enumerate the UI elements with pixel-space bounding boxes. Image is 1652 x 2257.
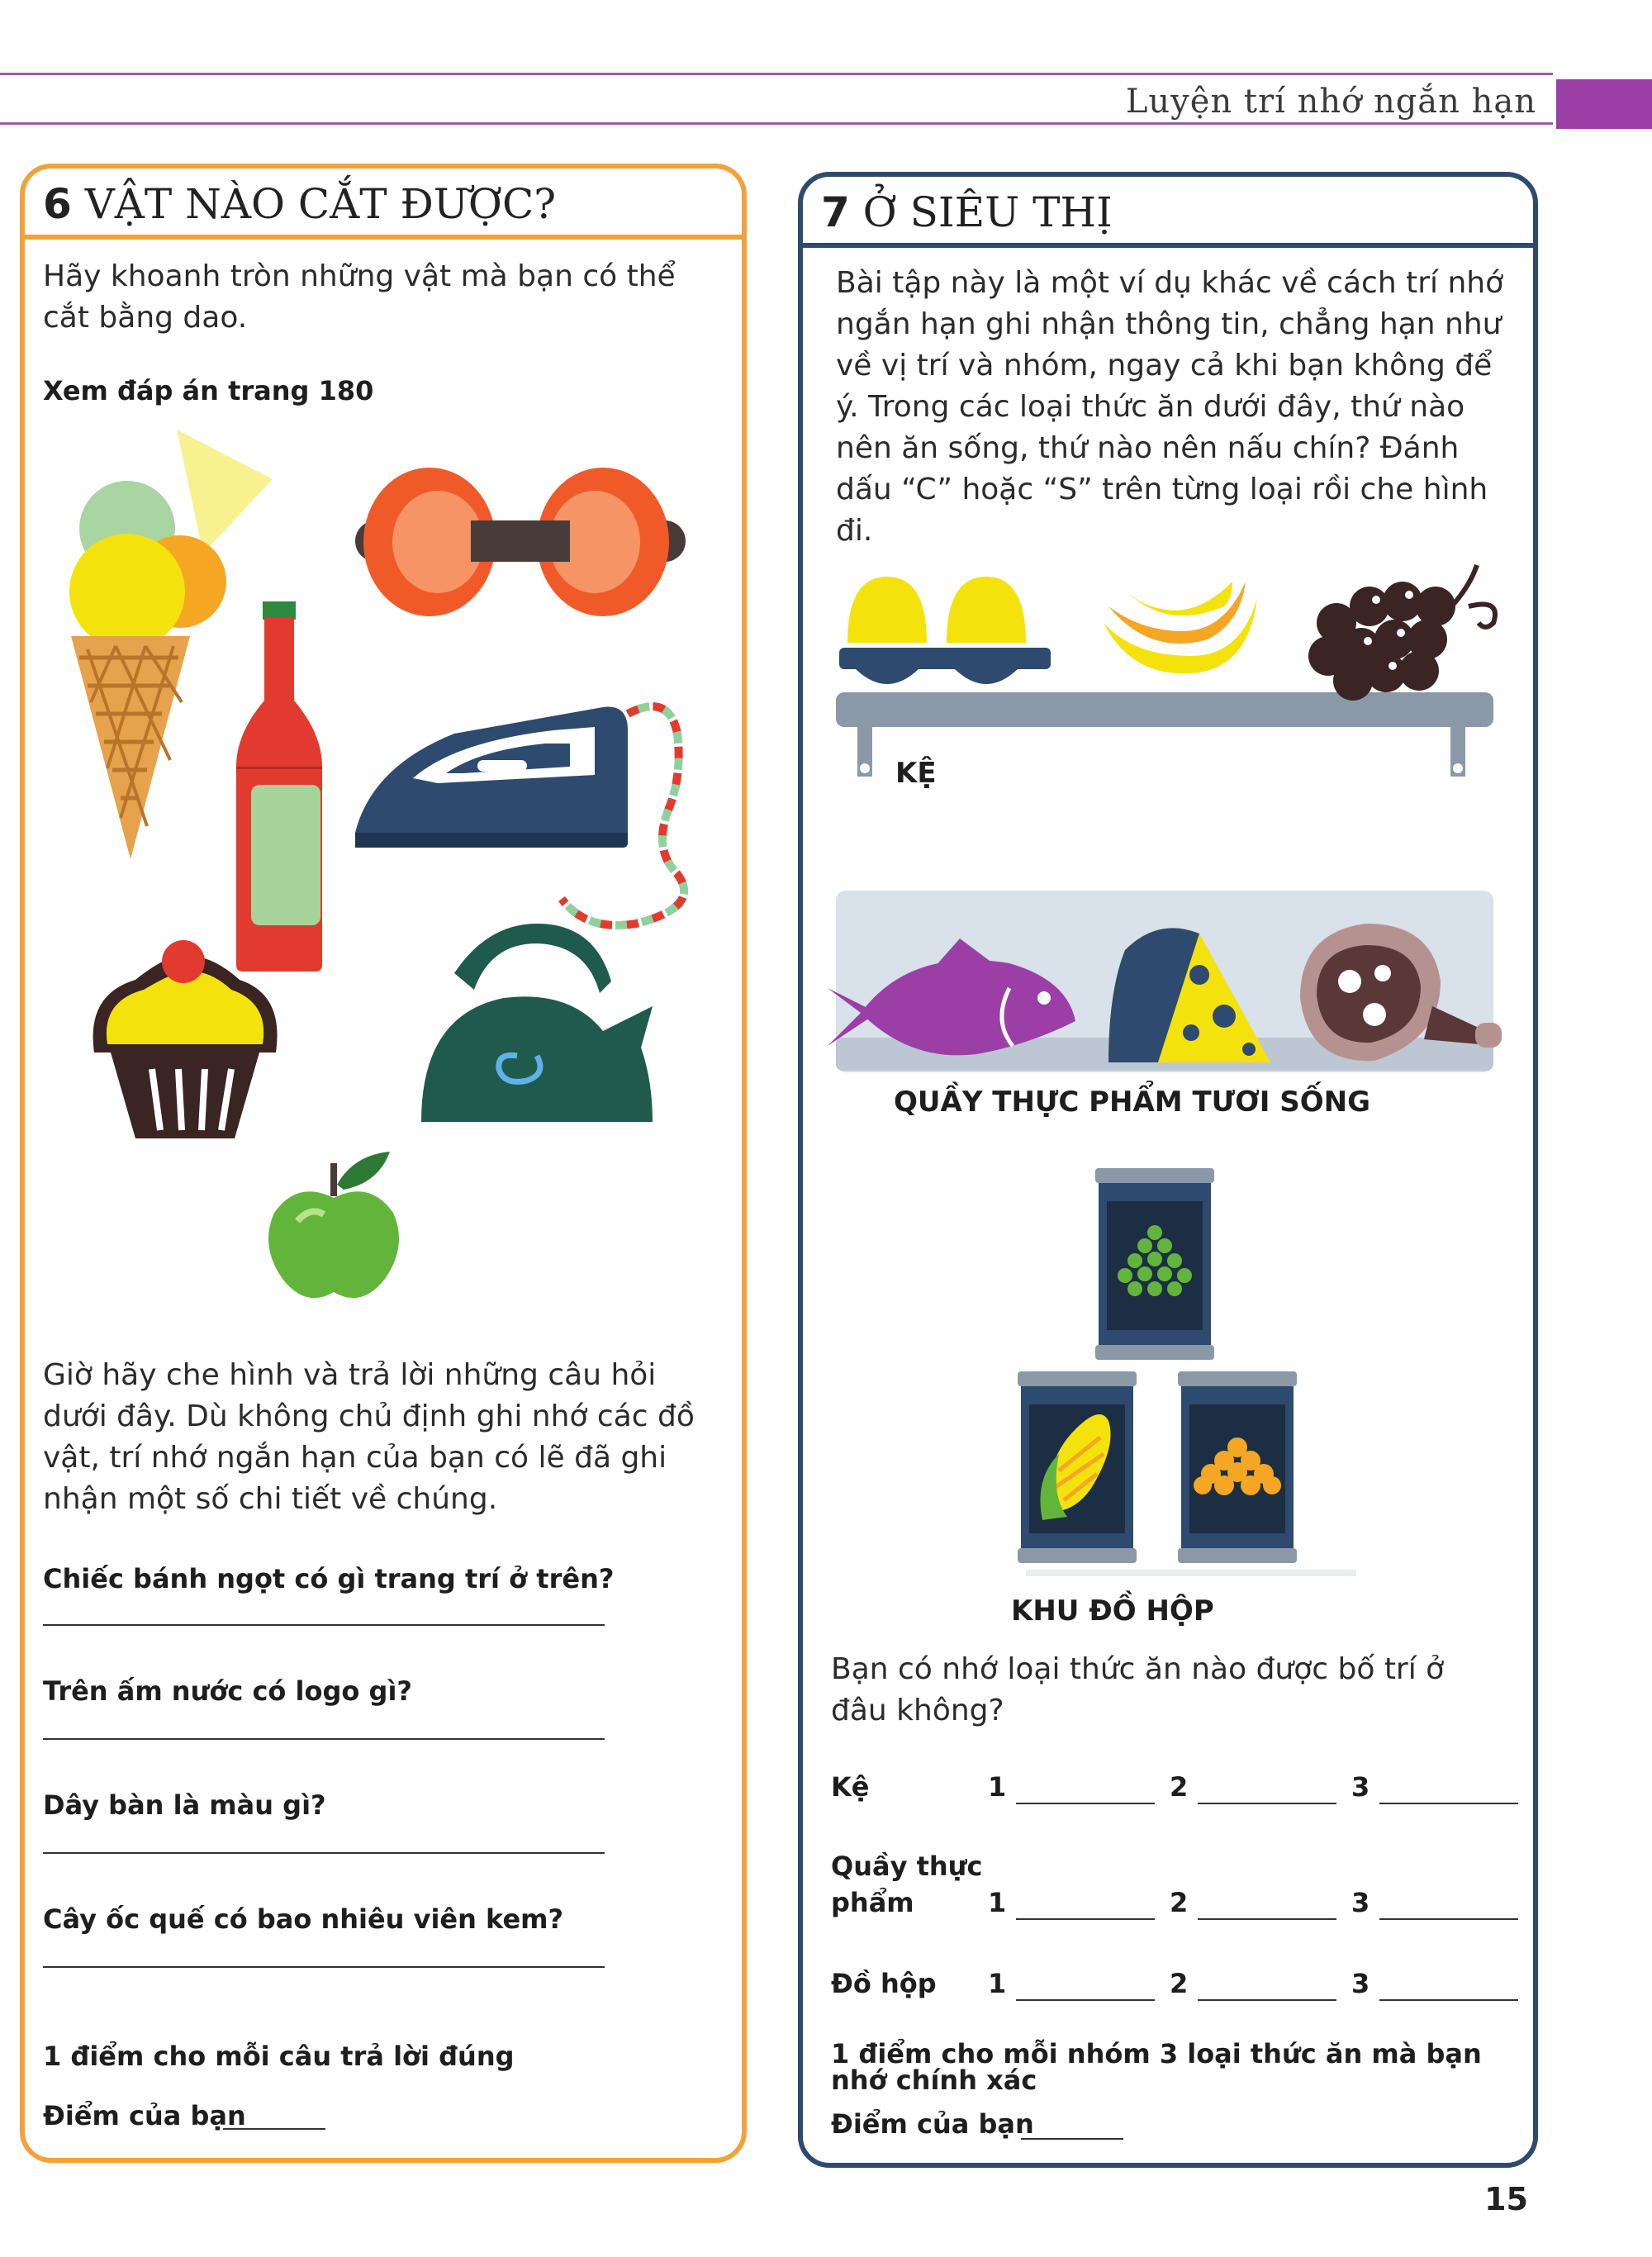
iron-icon (355, 684, 719, 932)
question-4: Cây ốc quế có bao nhiêu viên kem? (43, 1903, 564, 1935)
slot-number: 3 (1351, 1968, 1370, 1999)
peas-can-icon (1095, 1168, 1219, 1366)
exercise-6-title (43, 180, 556, 228)
slot-number: 2 (1170, 1968, 1189, 1999)
kettle-icon (405, 924, 653, 1130)
question-2: Trên ấm nước có logo gì? (43, 1675, 412, 1707)
answer-fresh-1[interactable] (1016, 1918, 1155, 1920)
slot-number: 3 (1351, 1887, 1370, 1918)
answer-canned-3[interactable] (1379, 1999, 1518, 2001)
shelf-label: KỆ (895, 757, 937, 790)
exercise-number: 6 (43, 180, 72, 228)
exercise-6-panel (20, 164, 747, 2163)
answer-fresh-3[interactable] (1379, 1918, 1518, 1920)
section-title: Luyện trí nhớ ngắn hạn (1125, 83, 1536, 121)
question-3: Dây bàn là màu gì? (43, 1789, 326, 1821)
dumbbell-icon (355, 464, 686, 630)
ham-icon (1292, 915, 1507, 1064)
answer-canned-2[interactable] (1198, 1999, 1336, 2001)
grapes-icon (1303, 565, 1502, 706)
answer-shelf-2[interactable] (1198, 1803, 1336, 1804)
section-tab (1556, 79, 1652, 129)
exercise-6-title-bar (25, 169, 742, 240)
cupcake-icon (86, 937, 284, 1143)
exercise-7-panel (798, 172, 1538, 2168)
score-line[interactable] (223, 2128, 325, 2130)
exercise-6-instruction: Hãy khoanh tròn những vật mà bạn có thể cắt bằng dao. (43, 259, 676, 335)
score-label: Điểm của bạn (831, 2108, 1034, 2140)
slot-number: 2 (1170, 1887, 1189, 1918)
answer-line-1[interactable] (43, 1624, 605, 1626)
answer-line-3[interactable] (43, 1852, 605, 1854)
answer-canned-1[interactable] (1016, 1999, 1155, 2001)
answer-reference: Xem đáp án trang 180 (43, 375, 374, 406)
row-label-fresh-line2: phẩm (831, 1887, 914, 1918)
slot-number: 3 (1351, 1771, 1370, 1803)
slot-number: 1 (988, 1968, 1007, 1999)
score-line[interactable] (1021, 2138, 1123, 2140)
page-number: 15 (1484, 2181, 1528, 2217)
banana-icon (1100, 573, 1265, 697)
scoring-note: 1 điểm cho mỗi câu trả lời đúng (43, 2041, 515, 2072)
exercise-7-instruction: Bài tập này là một ví dụ khác về cách trí nhớ ngắn hạn ghi nhận thông tin, chẳng hạn như về vị trí và nhóm, ngay cả khi bạn không để ý. Trong các loại thức ăn dưới đây, thứ nào nên ăn sống, thứ nào nên nấu chín? Đánh dấu “C” hoặc “S” trên từng loại rồi che hình đi. (836, 266, 1504, 548)
slot-number: 1 (988, 1887, 1007, 1918)
exercise-7-title-bar (803, 177, 1533, 248)
answer-shelf-1[interactable] (1016, 1803, 1155, 1804)
question-1: Chiếc bánh ngọt có gì trang trí ở trên? (43, 1563, 615, 1594)
header-rule-bottom (0, 122, 1553, 125)
scoring-note: 1 điểm cho mỗi nhóm 3 loại thức ăn mà bạn nhớ chính xác (831, 2038, 1482, 2096)
answer-fresh-2[interactable] (1198, 1918, 1336, 1920)
slot-number: 2 (1170, 1771, 1189, 1803)
followup-instructions: Giờ hãy che hình và trả lời những câu hỏi dưới đây. Dù không chủ định ghi nhớ các đồ vật, trí nhớ ngắn hạn của bạn có lẽ đã ghi nhận một số chi tiết về chúng. (43, 1358, 695, 1516)
row-label-canned: Đồ hộp (831, 1968, 937, 1999)
corn-can-icon (1018, 1371, 1142, 1570)
row-label-fresh: Quầy thực (831, 1851, 983, 1882)
cheese-icon (1108, 917, 1274, 1066)
answer-line-2[interactable] (43, 1738, 605, 1740)
eggs-icon (839, 577, 1054, 701)
header-rule-top (0, 73, 1553, 75)
exercise-title-text: VẬT NÀO CẮT ĐƯỢC? (84, 180, 557, 228)
slot-number: 1 (988, 1771, 1007, 1803)
recall-question: Bạn có nhớ loại thức ăn nào được bố trí ở đâu không? (831, 1652, 1445, 1727)
score-label: Điểm của bạn (43, 2100, 246, 2131)
row-label-shelf: Kệ (831, 1771, 870, 1803)
exercise-title-text: Ở SIÊU THỊ (862, 188, 1113, 236)
canned-section-label: KHU ĐỒ HỘP (1011, 1594, 1214, 1627)
exercise-7-title (821, 188, 1113, 236)
chickpeas-can-icon (1178, 1371, 1302, 1570)
answer-line-4[interactable] (43, 1966, 605, 1968)
apple-icon (264, 1147, 405, 1300)
answer-shelf-3[interactable] (1379, 1803, 1518, 1804)
fish-icon (828, 930, 1092, 1071)
wine-bottle-icon (230, 601, 329, 973)
fresh-counter-label: QUẦY THỰC PHẨM TƯƠI SỐNG (894, 1086, 1371, 1119)
exercise-number: 7 (821, 188, 850, 236)
